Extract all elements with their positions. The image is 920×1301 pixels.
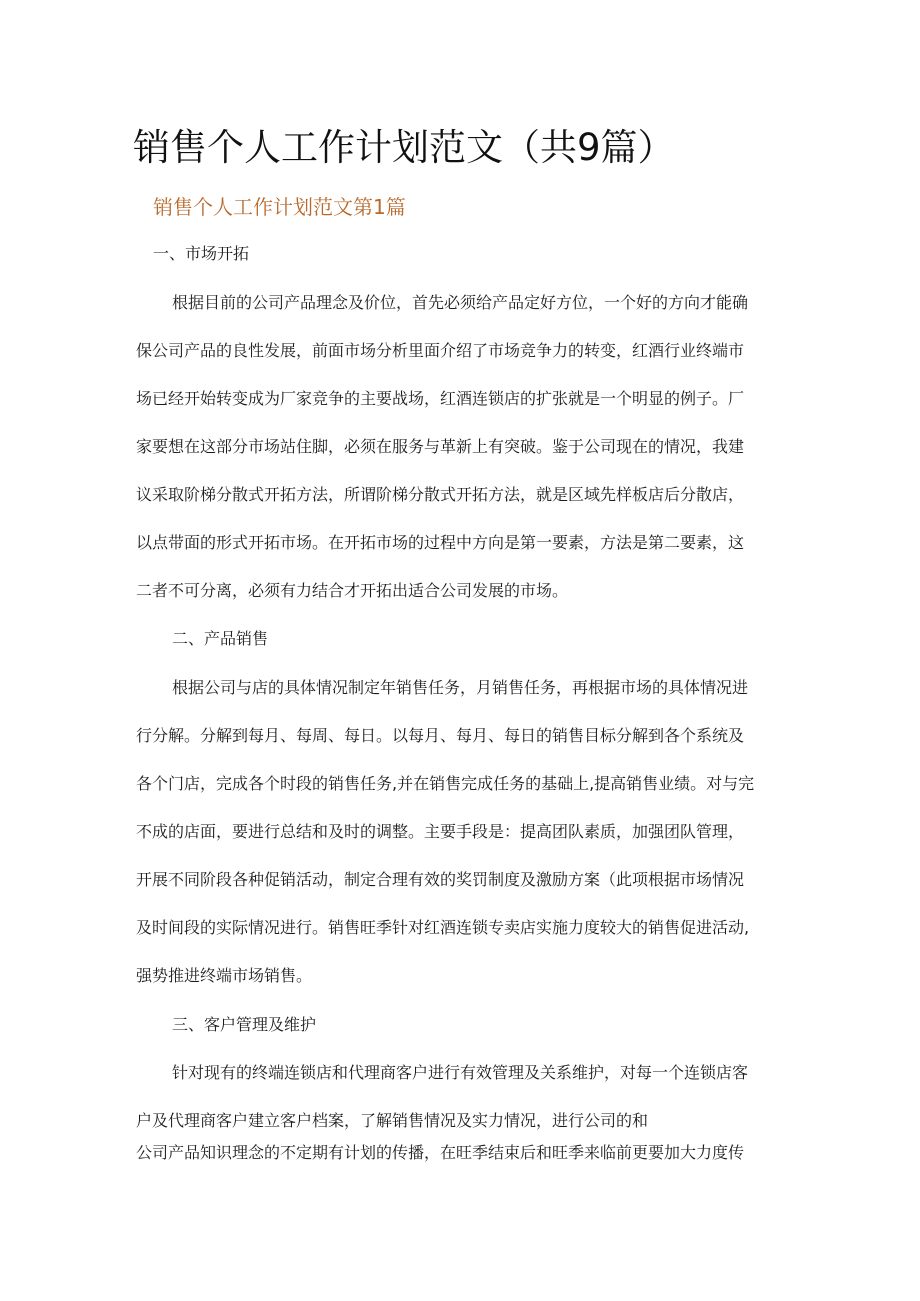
document-title: 销售个人工作计划范文（共9篇） <box>133 126 675 169</box>
paragraph-line: 各个门店，完成各个时段的销售任务,并在销售完成任务的基础上,提高销售业绩。对与完 <box>136 774 755 793</box>
section-subtitle: 销售个人工作计划范文第1篇 <box>153 195 406 219</box>
paragraph-line: 户及代理商客户建立客户档案，了解销售情况及实力情况，进行公司的和 <box>136 1111 649 1130</box>
paragraph-line: 场已经开始转变成为厂家竞争的主要战场，红酒连锁店的扩张就是一个明显的例子。厂 <box>136 389 745 408</box>
paragraph-line: 强势推进终端市场销售。 <box>136 966 313 985</box>
paragraph-line: 根据公司与店的具体情况制定年销售任务，月销售任务，再根据市场的具体情况进 <box>172 678 749 697</box>
paragraph-line: 根据目前的公司产品理念及价位，首先必须给产品定好方位，一个好的方向才能确 <box>172 293 749 312</box>
paragraph-line: 家要想在这部分市场站住脚，必须在服务与革新上有突破。鉴于公司现在的情况，我建 <box>136 437 745 456</box>
paragraph-line: 保公司产品的良性发展，前面市场分析里面介绍了市场竞争力的转变，红酒行业终端市 <box>136 341 745 360</box>
paragraph-line: 二者不可分离，必须有力结合才开拓出适合公司发展的市场。 <box>136 581 569 600</box>
paragraph-line: 行分解。分解到每月、每周、每日。以每月、每月、每日的销售目标分解到各个系统及 <box>136 726 745 745</box>
paragraph-line: 及时间段的实际情况进行。销售旺季针对红酒连锁专卖店实施力度较大的销售促进活动, <box>136 918 750 937</box>
section-heading-sales: 二、产品销售 <box>172 629 269 648</box>
paragraph-line: 不成的店面，要进行总结和及时的调整。主要手段是：提高团队素质，加强团队管理， <box>136 822 745 841</box>
paragraph-line: 议采取阶梯分散式开拓方法，所谓阶梯分散式开拓方法，就是区域先样板店后分散店， <box>136 485 745 504</box>
section-heading-market: 一、市场开拓 <box>153 244 250 263</box>
section-heading-customer: 三、客户管理及维护 <box>172 1015 317 1034</box>
paragraph-line: 开展不同阶段各种促销活动，制定合理有效的奖罚制度及激励方案（此项根据市场情况 <box>136 870 745 889</box>
paragraph-line: 以点带面的形式开拓市场。在开拓市场的过程中方向是第一要素，方法是第二要素，这 <box>136 533 745 552</box>
paragraph-line: 针对现有的终端连锁店和代理商客户进行有效管理及关系维护，对每一个连锁店客 <box>172 1063 749 1082</box>
paragraph-line: 公司产品知识理念的不定期有计划的传播，在旺季结束后和旺季来临前更要加大力度传 <box>136 1143 745 1162</box>
